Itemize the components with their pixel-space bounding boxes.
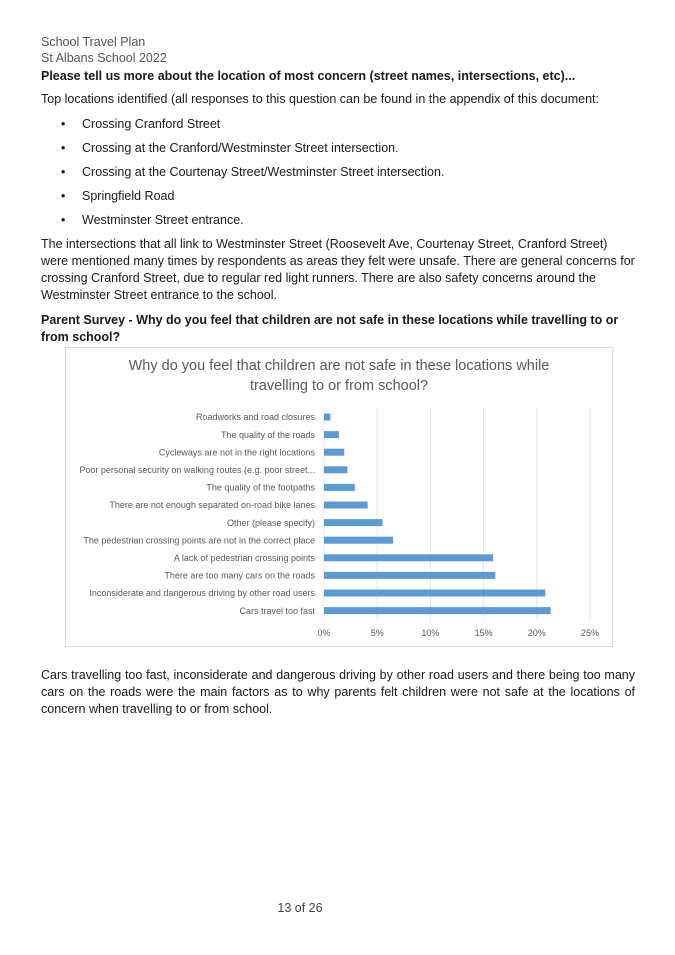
locations-list bbox=[41, 116, 635, 229]
section1-intro: Top locations identified (all responses to this question can be found in the appendix of this document: bbox=[41, 92, 599, 106]
bullet-icon: • bbox=[61, 189, 66, 203]
bar bbox=[324, 484, 355, 491]
category-label: There are not enough separated on-road bike lanes bbox=[109, 500, 315, 511]
header-subtitle: St Albans School 2022 bbox=[41, 51, 167, 65]
x-tick-label: 5% bbox=[370, 628, 384, 638]
section2-question: Parent Survey - Why do you feel that children are not safe in these locations while travelling to or from school? bbox=[41, 313, 619, 344]
category-label: The quality of the roads bbox=[220, 429, 315, 440]
bar bbox=[324, 537, 393, 544]
category-label: Cars travel too fast bbox=[239, 605, 315, 616]
list-item: • Springfield Road bbox=[61, 189, 175, 203]
bar bbox=[324, 590, 545, 597]
section2-paragraph: Cars travelling too fast, inconsiderate and dangerous driving by other road users and there being too many cars on the roads were the main factors as to why parents felt children were not safe at the locations of concern when travelling to or from school. bbox=[41, 667, 635, 716]
chart-title-line2: travelling to or from school? bbox=[249, 378, 429, 394]
bar bbox=[324, 502, 368, 509]
x-tick-label: 0% bbox=[317, 628, 331, 638]
list-item: • Westminster Street entrance. bbox=[61, 213, 244, 227]
bar bbox=[324, 572, 495, 579]
bar bbox=[324, 607, 551, 614]
x-tick-label: 20% bbox=[527, 628, 546, 638]
bar bbox=[324, 449, 344, 456]
list-item: • Crossing at the Courtenay Street/Westminster Street intersection. bbox=[61, 165, 445, 179]
category-label: The quality of the footpaths bbox=[206, 482, 315, 493]
bar bbox=[324, 466, 347, 473]
x-tick-label: 10% bbox=[421, 628, 440, 638]
x-tick-label: 15% bbox=[474, 628, 493, 638]
category-label: Inconsiderate and dangerous driving by other road users bbox=[89, 588, 315, 599]
list-item: • Crossing Cranford Street bbox=[61, 117, 221, 131]
list-item: • Crossing at the Cranford/Westminster Street intersection. bbox=[61, 141, 399, 155]
bar bbox=[324, 519, 383, 526]
chart-plot bbox=[66, 348, 612, 646]
category-label: There are too many cars on the roads bbox=[164, 570, 315, 581]
bullet-icon: • bbox=[61, 213, 66, 227]
category-label: Poor personal security on walking routes (e.g. poor street... bbox=[79, 465, 315, 475]
document-page bbox=[41, 34, 635, 346]
bullet-icon: • bbox=[61, 165, 66, 179]
chart-title-line1: Why do you feel that children are not safe in these locations while bbox=[128, 358, 550, 374]
page-number: 13 of 26 bbox=[277, 901, 323, 915]
bar-chart bbox=[65, 347, 613, 647]
bar bbox=[324, 554, 493, 561]
x-tick-label: 25% bbox=[580, 628, 600, 638]
bar bbox=[324, 414, 330, 421]
bullet-icon: • bbox=[61, 141, 66, 155]
category-label: Cycleways are not in the right locations bbox=[158, 447, 315, 458]
category-label: Roadworks and road closures bbox=[195, 412, 315, 423]
header-title: School Travel Plan bbox=[41, 35, 146, 49]
bar bbox=[324, 431, 339, 438]
category-label: A lack of pedestrian crossing points bbox=[173, 553, 315, 563]
category-label: Other (please specify) bbox=[226, 517, 315, 528]
category-label: The pedestrian crossing points are not in the correct place bbox=[83, 535, 315, 546]
section1-paragraph: The intersections that all link to Westminster Street (Roosevelt Ave, Courtenay Street, Cranford Street) were mentioned many times by respondents as areas they felt were unsafe. There are general concerns for crossing Cranford Street, due to regular red light runners. There are also safety concerns around the Westminster Street entrance to the school. bbox=[41, 237, 635, 302]
bullet-icon: • bbox=[61, 117, 66, 131]
section1-question: Please tell us more about the location of most concern (street names, intersections, etc)... bbox=[41, 69, 576, 83]
